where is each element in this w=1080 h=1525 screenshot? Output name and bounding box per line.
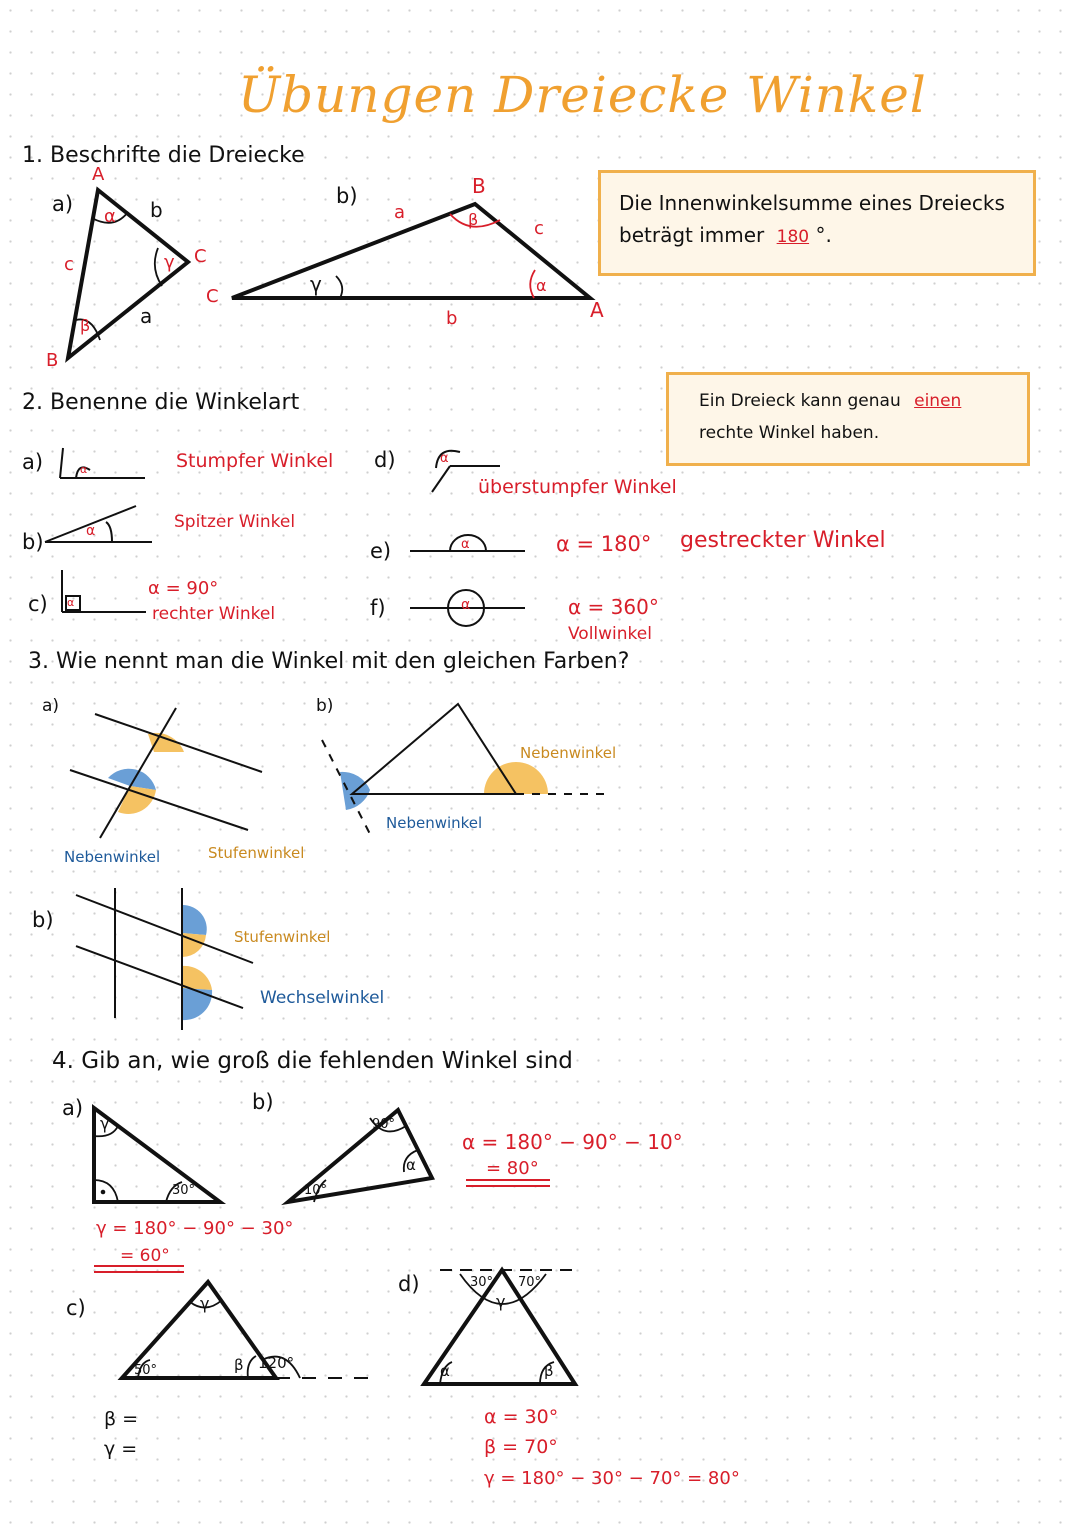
label-4b: b)	[252, 1090, 274, 1114]
label-3b: b)	[32, 908, 54, 932]
tri1b-vertex-A: A	[590, 298, 604, 322]
page-title: Übungen Dreiecke Winkel	[238, 66, 927, 124]
angle-a-alpha: α	[80, 463, 88, 476]
tri1b-vertex-B: B	[472, 174, 486, 198]
task4a-calc-line2: = 60°	[120, 1246, 170, 1266]
answer-2e-value: α = 180°	[556, 532, 652, 556]
tri1b-side-b: b	[446, 308, 458, 329]
tri1a-vertex-A: A	[92, 164, 105, 185]
task3a-figure	[70, 708, 262, 838]
tri1a-angle-alpha: α	[104, 206, 116, 227]
answer-2c-value: α = 90°	[148, 578, 219, 599]
angle-f-alpha: α	[461, 597, 471, 613]
tri1b-side-c: c	[534, 218, 544, 239]
triangle-1b-angle-gamma	[336, 276, 342, 298]
tri1a-vertex-B: B	[46, 350, 59, 371]
answer-3-wechselwinkel: Wechselwinkel	[260, 988, 385, 1008]
task4c-result-gamma: γ =	[104, 1438, 138, 1460]
answer-3a-nebenwinkel: Nebenwinkel	[64, 848, 161, 866]
triangle-1a-angle-gamma	[155, 248, 162, 286]
label-2c: c)	[28, 592, 48, 616]
task3-second-figure	[76, 888, 253, 1030]
angle-figure-c	[62, 570, 146, 612]
tri1a-side-c: c	[64, 254, 74, 275]
label-4a: a)	[62, 1096, 84, 1120]
task4b-angle-90: 90°	[372, 1117, 396, 1132]
tri1a-side-b: b	[150, 198, 163, 222]
label-3b-top: b)	[316, 696, 334, 716]
info-box-angle-sum-unit: °.	[815, 223, 832, 247]
answer-3a-stufenwinkel: Stufenwinkel	[208, 844, 305, 862]
tri1b-side-a: a	[394, 202, 406, 223]
label-1a: a)	[52, 192, 74, 216]
label-3a: a)	[42, 696, 60, 716]
task3a-orange-lower	[118, 786, 156, 814]
task4c-triangle	[122, 1282, 375, 1378]
task3-blue-lower	[182, 988, 212, 1020]
task4a-triangle	[94, 1108, 220, 1202]
task3b-orange-angle	[484, 762, 548, 794]
task4c-gamma: γ	[200, 1294, 210, 1313]
info-box-angle-sum-line1: Die Innenwinkelsumme eines Dreiecks	[619, 191, 1005, 215]
answer-3b-nebenwinkel-blue: Nebenwinkel	[386, 814, 483, 832]
task3-blue-upper	[182, 905, 207, 935]
task4c-angle-120: 120°	[258, 1354, 295, 1372]
info-box-right-angle-line2: rechte Winkel haben.	[699, 423, 880, 443]
tri1b-vertex-C: C	[206, 286, 219, 307]
task4d-angle-70: 70°	[518, 1275, 542, 1290]
section-3-heading: 3. Wie nennt man die Winkel mit den gleichen Farben?	[28, 649, 630, 674]
task4c-angle-50: 50°	[134, 1363, 158, 1378]
task4a-calc-line1: γ = 180° − 90° − 30°	[96, 1218, 294, 1239]
section-4-heading: 4. Gib an, wie groß die fehlenden Winkel sind	[52, 1048, 573, 1074]
task4a-angle-30: 30°	[172, 1183, 196, 1198]
angle-e-alpha: α	[461, 537, 470, 552]
label-2f: f)	[370, 596, 386, 620]
answer-2d: überstumpfer Winkel	[478, 476, 677, 498]
task4d-result-gamma: γ = 180° − 30° − 70° = 80°	[484, 1468, 740, 1489]
task4d-result-alpha: α = 30°	[484, 1406, 559, 1428]
task4c-beta: β	[234, 1356, 244, 1374]
answer-2f-value: α = 360°	[568, 595, 659, 619]
answer-2e-name: gestreckter Winkel	[680, 528, 886, 553]
task4b-alpha: α	[406, 1156, 416, 1174]
task4d-gamma: γ	[496, 1292, 506, 1311]
task4d-beta: β	[544, 1362, 554, 1380]
tri1b-angle-beta: β	[468, 210, 479, 229]
answer-3-stufenwinkel: Stufenwinkel	[234, 928, 331, 946]
label-2e: e)	[370, 539, 392, 563]
info-box-right-angle-prefix: Ein Dreieck kann genau	[699, 391, 901, 411]
task4d-result-beta: β = 70°	[484, 1436, 558, 1458]
tri1a-angle-beta: β	[80, 316, 91, 335]
info-box-angle-sum-value: 180	[776, 227, 810, 247]
label-2b: b)	[22, 530, 44, 554]
label-4d: d)	[398, 1272, 420, 1296]
tri1a-angle-gamma: γ	[164, 252, 175, 273]
task4b-calc-line2: = 80°	[486, 1158, 539, 1179]
task4c-result-beta: β =	[104, 1408, 139, 1430]
answer-2b: Spitzer Winkel	[174, 512, 296, 532]
label-2a: a)	[22, 450, 44, 474]
label-4c: c)	[66, 1296, 86, 1320]
angle-b-alpha: α	[86, 523, 96, 539]
angle-figure-b	[45, 506, 152, 542]
angle-c-alpha: α	[67, 596, 75, 609]
info-box-right-angle-value: einen	[914, 391, 962, 411]
label-2d: d)	[374, 448, 396, 472]
tri1b-angle-gamma: γ	[310, 272, 322, 296]
answer-2f-name: Vollwinkel	[568, 624, 652, 644]
task4b-angle-10: 10°	[304, 1183, 328, 1198]
task4b-calc-line1: α = 180° − 90° − 10°	[462, 1130, 683, 1154]
answer-2c-name: rechter Winkel	[152, 604, 276, 624]
section-1-heading: 1. Beschrifte die Dreiecke	[22, 143, 305, 168]
tri1a-vertex-C: C	[194, 246, 207, 267]
task4a-gamma: γ	[100, 1114, 110, 1133]
tri1b-angle-alpha: α	[536, 276, 547, 295]
answer-3b-nebenwinkel-orange: Nebenwinkel	[520, 744, 617, 762]
task4d-angle-30: 30°	[470, 1275, 494, 1290]
tri1a-side-a: a	[140, 304, 153, 328]
triangle-1b-angle-alpha	[530, 270, 535, 298]
label-1b: b)	[336, 184, 358, 208]
angle-figure-a	[60, 448, 145, 478]
angle-d-alpha: α	[440, 451, 449, 466]
info-box-angle-sum-prefix: beträgt immer	[619, 223, 765, 247]
task4d-alpha: α	[440, 1362, 450, 1380]
section-2-heading: 2. Benenne die Winkelart	[22, 390, 300, 415]
answer-2a: Stumpfer Winkel	[176, 450, 334, 472]
